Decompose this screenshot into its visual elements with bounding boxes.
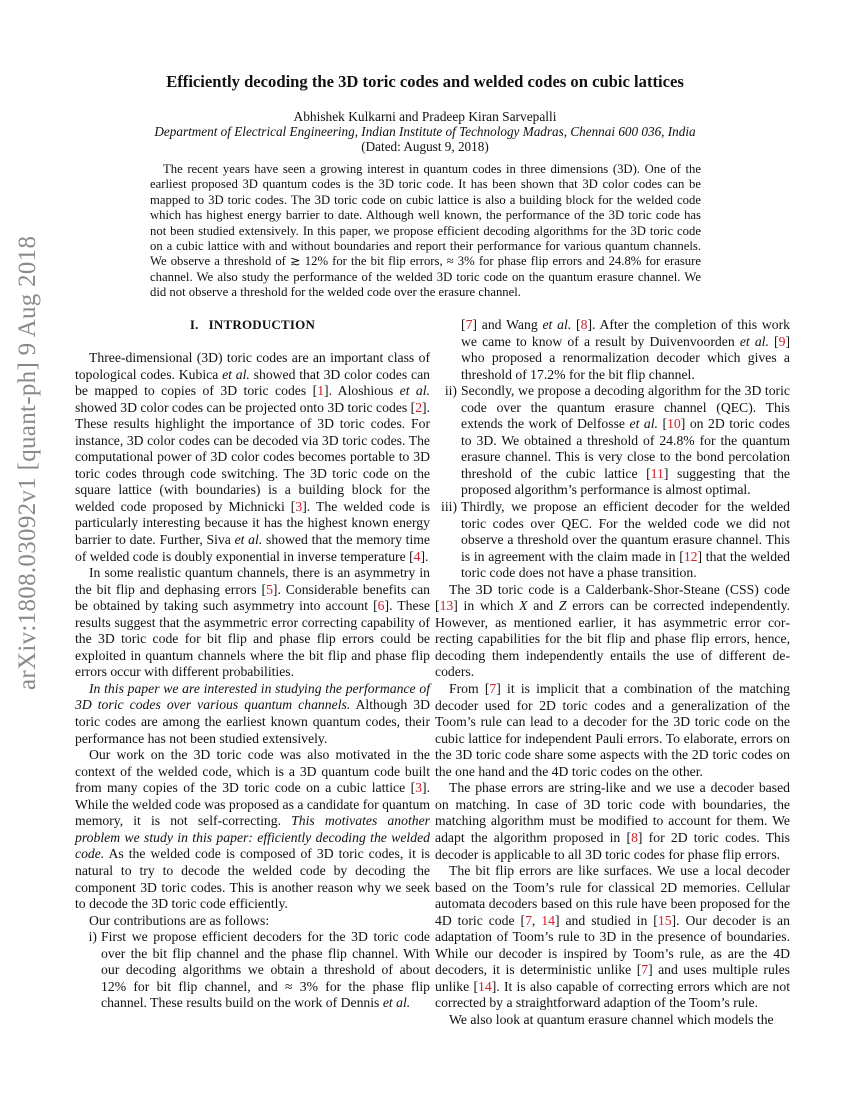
paragraph bbox=[75, 565, 430, 681]
emphasis-text: et al. bbox=[234, 532, 263, 548]
section-title: INTRODUCTION bbox=[208, 317, 316, 332]
paragraph bbox=[435, 863, 790, 1012]
right-column bbox=[435, 317, 790, 1029]
emphasis-text: Z bbox=[558, 598, 567, 614]
text-run: ] on 2D toric codes to 3D. We obtained a threshold of 24.8% for the quantum erasure channel. This is very close to the bond percolation threshold of the cubic lattice [ bbox=[461, 416, 791, 481]
text-run: Secondly, we propose a decoding algorithm for the 3D toric code over the quantum erasure channel (QEC). This extends the work of Delfosse bbox=[461, 383, 790, 432]
affiliation: Department of Electrical Engineering, Indian Institute of Technology Madras, Chennai 600 036, India bbox=[154, 124, 696, 139]
text-run: From [ bbox=[449, 681, 490, 697]
citation-link[interactable]: 1 bbox=[317, 383, 325, 399]
text-run: showed that 3D color codes can be mapped to copies of 3D toric codes [ bbox=[75, 366, 430, 399]
text-run: As the welded code is composed of 3D toric codes, it is natural to try to decode the welded code by decoding the component 3D toric codes. This is another reason why we seek to decode the 3D toric code efficiently. bbox=[75, 846, 430, 912]
citation-link[interactable]: 7 bbox=[641, 962, 649, 978]
text-run: ] and studied in [ bbox=[554, 912, 658, 928]
abstract: The recent years have seen a growing interest in quantum codes in three dimensions (3D). One of the earliest proposed 3D quantum codes is the 3D toric code. It has been shown that 3D color codes can be mapped to 3D toric codes. The 3D toric code on cubic lattice is also a building block for the welded code which has highest energy barrier to date. Although well known, the performance of the 3D toric code has not been studied extensively. In this paper, we propose efficient decoding algorithms for the 3D toric code on a cubic lattice with and without boundaries and report their performance for various quantum channels. We observe a threshold of ≳ 12% for the bit flip errors, ≈ 3% for phase flip errors and 24.8% for erasure channel. We also study the performance of the welded 3D toric code on the quantum erasure channel. We did not observe a threshold for the welded code over the erasure channel. bbox=[150, 162, 701, 300]
text-run: ] suggesting that the proposed algorithm’s performance is almost optimal. bbox=[461, 465, 790, 498]
paragraph bbox=[435, 1012, 790, 1029]
text-run: The 3D toric code is a Calderbank-Shor-Steane (CSS) code [ bbox=[435, 581, 790, 614]
emphasis-text: et al. bbox=[629, 416, 658, 432]
emphasis-text: X bbox=[519, 598, 528, 614]
citation-link[interactable]: 5 bbox=[266, 581, 273, 597]
left-column bbox=[75, 317, 430, 1012]
text-run: Although 3D toric codes are among the earliest known quantum codes, their performance has not been studied extensively. bbox=[75, 697, 430, 746]
text-run: errors can be corrected independently. However, as mentioned earlier, it has asymmetric error correcting capabilities for the bit flip and phase flip errors, hence, decoding them independently entails the use of different decoders. bbox=[435, 598, 791, 680]
citation-link[interactable]: 8 bbox=[631, 829, 638, 845]
citation-link[interactable]: 2 bbox=[415, 399, 423, 415]
text-run: Three-dimensional (3D) toric codes are an important class of topological codes. Kubica bbox=[75, 350, 430, 382]
text-run: and bbox=[527, 598, 559, 614]
citation-link[interactable]: 3 bbox=[415, 780, 423, 796]
contribution-item bbox=[75, 929, 430, 1012]
text-run: The phase errors are string-like and we use a decoder based on matching. In case of 3D toric code with boundaries, the matching algorithm must be modified to account for them. We adapt the algorithm proposed in [ bbox=[435, 780, 790, 845]
text-run: ]. The welded code is particularly interesting because it has the highest known energy barrier to date. Further, Siva bbox=[75, 498, 430, 548]
item-label: iii) bbox=[441, 499, 457, 515]
text-run: showed that the memory time of welded code is doubly exponential in inverse temperature [ bbox=[75, 532, 430, 564]
paragraph bbox=[75, 913, 430, 930]
text-run: ] and Wang bbox=[472, 317, 543, 332]
citation-link[interactable]: 15 bbox=[657, 912, 672, 928]
arxiv-identifier: arXiv:1808.03092v1 [quant-ph] 9 Aug 2018 bbox=[14, 235, 41, 690]
text-run: The bit flip errors are like surfaces. We use a local decoder based on the Toom’s rule for classical 2D memories. Cellular automata decoders based on this rule have been proposed for the 4D toric code [ bbox=[435, 863, 790, 928]
text-run: ]. Aloshious bbox=[324, 383, 400, 399]
emphasis-text: et al. bbox=[399, 383, 430, 399]
citation-link[interactable]: 12 bbox=[683, 548, 698, 564]
text-run: ]. It is also capable of correcting errors which are not corrected by a straightforward adaption of the Toom’s rule. bbox=[435, 978, 790, 1011]
text-run: ]. Considerable benefits can be obtained by taking such asymmetry into account [ bbox=[75, 581, 430, 614]
text-run: ]. These results highlight the importance of 3D toric codes. For instance, 3D color codes can be decoded via 3D toric codes. The computational power of 3D color codes becomes portable to 3D toric codes through code switching. The 3D toric code on the square lattice (with boundaries) is a building block for the welded code proposed by Michnicki [ bbox=[75, 399, 431, 514]
text-run: Thirdly, we propose an efficient decoder for the welded toric codes over QEC. For the welded code we did not observe a threshold over the quantum erasure channel. This is in agreement with the claim made in [ bbox=[461, 499, 790, 564]
item-label: ii) bbox=[444, 383, 457, 399]
text-run: ] that the welded toric code does not have a phase transition. bbox=[461, 548, 790, 581]
text-run: [ bbox=[571, 317, 581, 332]
citation-link[interactable]: 11 bbox=[650, 465, 664, 481]
paragraph bbox=[435, 681, 790, 780]
text-run: [ bbox=[657, 416, 668, 432]
paper-title: Efficiently decoding the 3D toric codes and welded codes on cubic lattices bbox=[166, 72, 684, 91]
citation-link[interactable]: 14 bbox=[478, 978, 492, 994]
citation-link[interactable]: 13 bbox=[439, 598, 454, 614]
text-run: ]. While the welded code was proposed as a candidate for quantum memory, it is not self-correcting. bbox=[75, 780, 430, 829]
text-run: showed 3D color codes can be projected onto 3D toric codes [ bbox=[75, 399, 416, 415]
text-run: ] in which bbox=[453, 598, 520, 614]
text-run: We also look at quantum erasure channel which models the bbox=[449, 1011, 774, 1027]
citation-link[interactable]: 6 bbox=[377, 598, 385, 614]
citation-link[interactable]: 14 bbox=[541, 912, 555, 928]
citation-link[interactable]: 9 bbox=[778, 333, 786, 349]
emphasis-text: et al. bbox=[382, 995, 411, 1011]
text-run: ]. Our decoder is an adaptation of Toom’s rule to 3D in the presence of boundaries. While our decoder is inspired by Toom’s rule, as are the 4D decoders, it is deterministic unlike [ bbox=[435, 912, 790, 978]
emphasis-text: et al. bbox=[739, 333, 769, 349]
paragraph bbox=[435, 582, 790, 681]
text-run: Our contributions are as follows: bbox=[89, 912, 270, 928]
emphasis-text: et al. bbox=[542, 317, 572, 332]
citation-link[interactable]: 7 bbox=[489, 681, 497, 697]
text-run: First we propose efficient decoders for the 3D toric code over the bit flip channel and the phase flip channel. With our decoding algorithms we obtain a threshold of about 12% for bit flip channel, and ≈ 3% for the phase flip channel. These results build on the work of Dennis bbox=[101, 929, 430, 1011]
emphasis-text: This motivates another problem we study in this paper: efficiently decoding the welded code. bbox=[75, 813, 431, 862]
section-number: I. bbox=[189, 317, 199, 332]
paragraph bbox=[435, 780, 790, 863]
text-run: ]. These results suggest that the asymmetric error correcting capability of the 3D toric code for bit flip and phase flip errors could be exploited in quantum channels where the bit flip and phase flip errors occur with different probabilities. bbox=[75, 598, 430, 680]
text-run: ] who proposed a renormalization decoder which gives a threshold of 17.2% for the bit flip channel. bbox=[461, 333, 791, 382]
text-run: , bbox=[531, 912, 542, 928]
section-heading bbox=[75, 317, 430, 333]
text-run: [ bbox=[461, 317, 466, 332]
text-run: In some realistic quantum channels, there is an asymmetry in the bit flip and dephasing errors [ bbox=[75, 565, 430, 597]
item-label: i) bbox=[88, 929, 97, 945]
citation-link[interactable]: 7 bbox=[525, 912, 532, 928]
paragraph bbox=[75, 681, 430, 747]
citation-link[interactable]: 10 bbox=[667, 416, 681, 432]
paragraph bbox=[75, 350, 430, 565]
left-column-body bbox=[75, 350, 430, 1012]
text-run: ]. bbox=[420, 548, 429, 564]
right-column-body bbox=[435, 317, 790, 1029]
text-run: ] for 2D toric codes. This decoder is applicable to all 3D toric codes for phase flip errors. bbox=[435, 829, 790, 862]
citation-link[interactable]: 8 bbox=[580, 317, 588, 332]
paragraph bbox=[75, 747, 430, 912]
citation-link[interactable]: 3 bbox=[295, 498, 303, 514]
contribution-item bbox=[435, 317, 790, 383]
emphasis-text: In this paper we are interested in studying the performance of 3D toric codes over various quantum channels. bbox=[75, 680, 430, 713]
date: (Dated: August 9, 2018) bbox=[361, 139, 489, 154]
authors: Abhishek Kulkarni and Pradeep Kiran Sarvepalli bbox=[293, 109, 557, 124]
text-run: [ bbox=[768, 333, 779, 349]
text-run: ] and uses multiple rules unlike [ bbox=[435, 962, 790, 994]
citation-link[interactable]: 7 bbox=[465, 317, 473, 332]
text-run: Our work on the 3D toric code was also motivated in the context of the welded code, which is a 3D quantum code built from many copies of the 3D toric code on a cubic lattice [ bbox=[75, 747, 430, 796]
contribution-item bbox=[435, 499, 790, 582]
emphasis-text: et al. bbox=[222, 366, 250, 382]
text-run: ] it is implicit that a combination of the matching decoder used for 2D toric codes and a generalization of the Toom’s rule can lead to a decoder for the 3D toric code on the cubic lattice for independent Pauli errors. To elaborate, errors on the 3D toric code share some aspects with the 2D toric codes on the one hand and the 4D toric codes on the other. bbox=[435, 681, 790, 779]
contribution-item bbox=[435, 383, 790, 499]
text-run: ]. After the completion of this work we came to know of a result by Duivenvoorden bbox=[461, 317, 791, 349]
citation-link[interactable]: 4 bbox=[413, 548, 421, 564]
